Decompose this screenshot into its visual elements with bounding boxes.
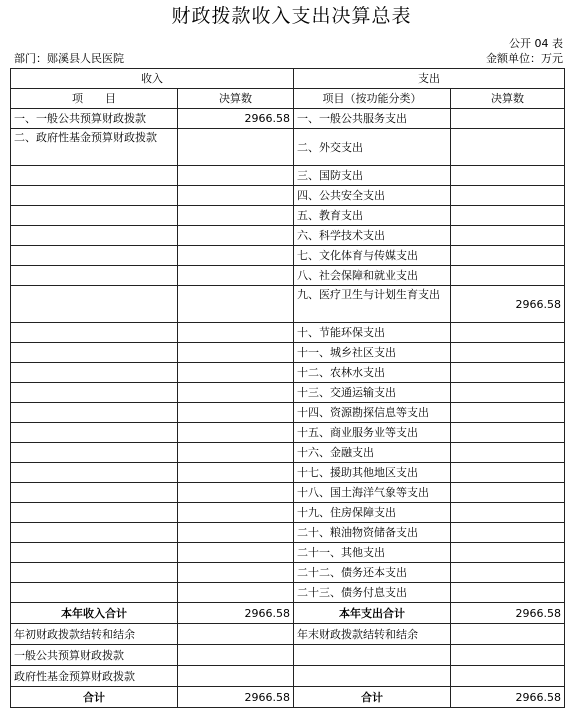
income-value <box>178 383 294 403</box>
unit-label: 金额单位：万元 <box>486 52 563 65</box>
expense-item: 二十二、债务还本支出 <box>294 563 451 583</box>
expense-value <box>451 363 565 383</box>
income-grand-total-label: 合计 <box>11 687 178 708</box>
year-expense-total-value: 2966.58 <box>451 603 565 624</box>
expense-item: 一、一般公共服务支出 <box>294 109 451 129</box>
income-item <box>11 563 178 583</box>
income-item <box>11 186 178 206</box>
expense-item: 十四、资源勘探信息等支出 <box>294 403 451 423</box>
year-total-row <box>11 603 565 624</box>
fund-budget-row <box>11 666 565 687</box>
fund-budget-value <box>178 666 294 687</box>
expense-value <box>451 323 565 343</box>
income-item <box>11 206 178 226</box>
expense-value <box>451 166 565 186</box>
income-item <box>11 403 178 423</box>
income-header: 收入 <box>11 69 294 89</box>
table-row <box>11 246 565 266</box>
expense-value <box>451 186 565 206</box>
expense-item: 七、文化体育与传媒支出 <box>294 246 451 266</box>
expense-value <box>451 523 565 543</box>
balance-row <box>11 624 565 645</box>
income-value <box>178 343 294 363</box>
table-row <box>11 166 565 186</box>
expense-value <box>451 583 565 603</box>
expense-value <box>451 463 565 483</box>
income-value <box>178 563 294 583</box>
general-budget-label: 一般公共预算财政拨款 <box>11 645 178 666</box>
expense-item: 四、公共安全支出 <box>294 186 451 206</box>
expense-item: 十、节能环保支出 <box>294 323 451 343</box>
expense-value <box>451 226 565 246</box>
income-value <box>178 363 294 383</box>
table-row <box>11 423 565 443</box>
table-row <box>11 503 565 523</box>
income-value <box>178 226 294 246</box>
table-row <box>11 266 565 286</box>
income-value <box>178 166 294 186</box>
amount-header-2: 决算数 <box>451 89 565 109</box>
expense-item: 九、医疗卫生与计划生育支出 <box>294 286 451 323</box>
income-item <box>11 463 178 483</box>
income-item <box>11 246 178 266</box>
table-row <box>11 226 565 246</box>
item-header: 项 目 <box>11 89 178 109</box>
expense-item: 六、科学技术支出 <box>294 226 451 246</box>
expense-item: 十二、农林水支出 <box>294 363 451 383</box>
budget-table <box>10 68 565 708</box>
expense-value <box>451 266 565 286</box>
expense-item: 二、外交支出 <box>294 129 451 166</box>
expense-value: 2966.58 <box>451 286 565 323</box>
table-row <box>11 523 565 543</box>
expense-item: 十一、城乡社区支出 <box>294 343 451 363</box>
income-value <box>178 463 294 483</box>
table-row <box>11 563 565 583</box>
table-row <box>11 286 565 323</box>
begin-balance-label: 年初财政拨款结转和结余 <box>11 624 178 645</box>
income-value <box>178 186 294 206</box>
expense-item: 十五、商业服务业等支出 <box>294 423 451 443</box>
income-value <box>178 286 294 323</box>
income-item <box>11 543 178 563</box>
table-row <box>11 383 565 403</box>
expense-value <box>451 129 565 166</box>
year-income-total-label: 本年收入合计 <box>11 603 178 624</box>
income-item <box>11 286 178 323</box>
expense-value <box>451 503 565 523</box>
expense-value <box>451 563 565 583</box>
income-value <box>178 543 294 563</box>
expense-item: 十七、援助其他地区支出 <box>294 463 451 483</box>
income-item <box>11 503 178 523</box>
income-value <box>178 483 294 503</box>
expense-item: 十三、交通运输支出 <box>294 383 451 403</box>
table-row <box>11 543 565 563</box>
table-row <box>11 343 565 363</box>
income-value <box>178 423 294 443</box>
expense-grand-total-value: 2966.58 <box>451 687 565 708</box>
expense-item: 二十三、债务付息支出 <box>294 583 451 603</box>
general-budget-value <box>178 645 294 666</box>
income-item <box>11 443 178 463</box>
fund-budget-label: 政府性基金预算财政拨款 <box>11 666 178 687</box>
expense-item: 十六、金融支出 <box>294 443 451 463</box>
income-value <box>178 129 294 166</box>
end-balance-value <box>451 624 565 645</box>
table-row <box>11 186 565 206</box>
expense-value <box>451 383 565 403</box>
income-item <box>11 166 178 186</box>
amount-header: 决算数 <box>178 89 294 109</box>
income-item <box>11 483 178 503</box>
table-section-header <box>11 69 565 89</box>
expense-item: 八、社会保障和就业支出 <box>294 266 451 286</box>
income-item: 二、政府性基金预算财政拨款 <box>11 129 178 166</box>
expense-value <box>451 206 565 226</box>
expense-item: 十九、住房保障支出 <box>294 503 451 523</box>
table-row <box>11 403 565 423</box>
income-item <box>11 423 178 443</box>
income-item <box>11 323 178 343</box>
expense-value <box>451 343 565 363</box>
income-item <box>11 523 178 543</box>
expense-item: 二十、粮油物资储备支出 <box>294 523 451 543</box>
income-item: 一、一般公共预算财政拨款 <box>11 109 178 129</box>
empty-cell <box>451 645 565 666</box>
expense-item: 二十一、其他支出 <box>294 543 451 563</box>
income-value <box>178 266 294 286</box>
empty-cell <box>294 666 451 687</box>
expense-item: 十八、国土海洋气象等支出 <box>294 483 451 503</box>
table-row <box>11 583 565 603</box>
income-item <box>11 363 178 383</box>
income-item <box>11 266 178 286</box>
income-item <box>11 343 178 363</box>
income-item <box>11 583 178 603</box>
table-column-header <box>11 89 565 109</box>
general-budget-row <box>11 645 565 666</box>
year-expense-total-label: 本年支出合计 <box>294 603 451 624</box>
expense-value <box>451 443 565 463</box>
table-row <box>11 129 565 166</box>
expense-value <box>451 483 565 503</box>
table-row <box>11 109 565 129</box>
income-grand-total-value: 2966.58 <box>178 687 294 708</box>
income-value <box>178 523 294 543</box>
income-value <box>178 246 294 266</box>
table-row <box>11 463 565 483</box>
expense-value <box>451 423 565 443</box>
year-income-total-value: 2966.58 <box>178 603 294 624</box>
table-row <box>11 443 565 463</box>
income-value <box>178 323 294 343</box>
income-item <box>11 226 178 246</box>
expense-value <box>451 109 565 129</box>
expense-header: 支出 <box>294 69 565 89</box>
income-value <box>178 403 294 423</box>
expense-value <box>451 403 565 423</box>
department-label: 部门：郧溪县人民医院 <box>14 52 124 65</box>
grand-total-row <box>11 687 565 708</box>
income-value: 2966.58 <box>178 109 294 129</box>
begin-balance-value <box>178 624 294 645</box>
table-row <box>11 206 565 226</box>
expense-value <box>451 246 565 266</box>
empty-cell <box>294 645 451 666</box>
table-row <box>11 363 565 383</box>
income-value <box>178 583 294 603</box>
expense-value <box>451 543 565 563</box>
income-value <box>178 443 294 463</box>
end-balance-label: 年末财政拨款结转和结余 <box>294 624 451 645</box>
expense-grand-total-label: 合计 <box>294 687 451 708</box>
income-value <box>178 206 294 226</box>
empty-cell <box>451 666 565 687</box>
table-row <box>11 323 565 343</box>
page-title: 财政拨款收入支出决算总表 <box>171 5 412 27</box>
form-number: 公开 04 表 <box>509 37 563 50</box>
income-value <box>178 503 294 523</box>
item-func-header: 项目（按功能分类） <box>294 89 451 109</box>
expense-item: 五、教育支出 <box>294 206 451 226</box>
income-item <box>11 383 178 403</box>
expense-item: 三、国防支出 <box>294 166 451 186</box>
table-row <box>11 483 565 503</box>
